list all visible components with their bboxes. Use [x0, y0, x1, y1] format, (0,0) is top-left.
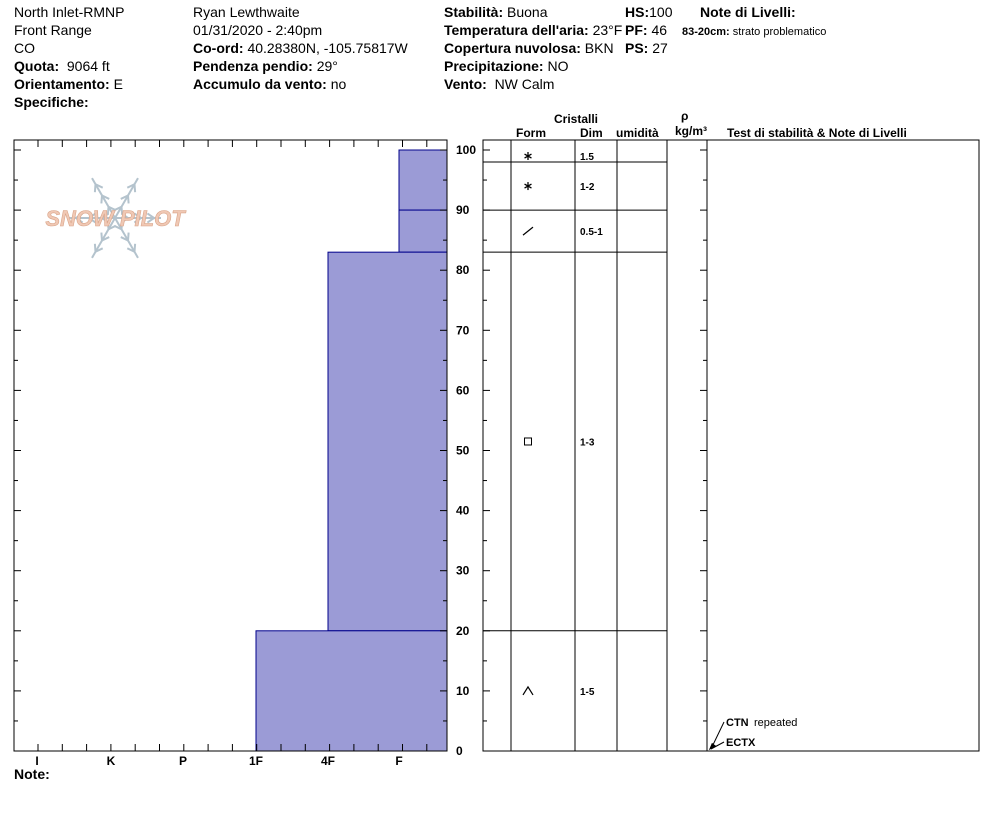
location: North Inlet-RMNP: [14, 4, 125, 20]
test-arrow-icon: [709, 743, 716, 750]
crystals-header: Cristalli: [554, 112, 599, 126]
y-tick-label: 20: [456, 623, 470, 638]
y-axis-labels: [456, 143, 476, 758]
layer-note-depth: 83-20cm:: [682, 26, 730, 38]
y-tick-label: 90: [456, 203, 470, 218]
ps-label: PS:: [625, 40, 649, 56]
wind-value: NW Calm: [494, 76, 555, 92]
y-tick-label: 30: [456, 563, 470, 578]
logo-text: SNOW PILOT: [45, 206, 185, 231]
y-tick-label: 40: [456, 503, 470, 518]
elevation-label: Quota:: [14, 58, 60, 74]
slope-label: Pendenza pendio:: [193, 58, 313, 74]
coord-label: Co-ord:: [193, 40, 244, 56]
air-temp-label: Temperatura dell'aria:: [444, 22, 589, 38]
snowflake-branch: [101, 195, 102, 203]
observer: Ryan Lewthwaite: [193, 4, 300, 20]
chart-frames: [14, 140, 979, 751]
caret-shape: [523, 687, 533, 695]
y-tick-label: 0: [456, 744, 463, 758]
test-code: CTN: [726, 717, 749, 729]
layer-note-text: strato problematico: [732, 26, 827, 38]
snowflake-branch: [135, 184, 136, 192]
snow-pilot-logo: [45, 178, 186, 258]
crystal-size: 1-3: [580, 437, 595, 449]
precip-label: Precipitazione:: [444, 58, 544, 74]
pf-value: 46: [651, 22, 668, 38]
form-header: Form: [516, 126, 546, 140]
specifics-label: Specifiche:: [14, 94, 89, 110]
hardness-layer-1F: [256, 631, 447, 751]
square-shape: [525, 438, 532, 445]
hardness-layer-F: [399, 150, 447, 210]
y-tick-label: 100: [456, 143, 477, 157]
hardness-label-F: F: [395, 754, 403, 768]
slope-value: 29°: [316, 58, 338, 74]
snowflake-branch: [128, 195, 129, 203]
hardness-label-I: I: [35, 754, 39, 768]
layer-table-frame: [483, 140, 979, 751]
hs-value: 100: [649, 4, 673, 20]
precip-value: NO: [547, 58, 569, 74]
crystal-size: 0.5-1: [580, 227, 603, 239]
notes-label: Note:: [14, 766, 50, 782]
coord-value: 40.28380N, -105.75817W: [247, 40, 408, 56]
precip-star-icon: [525, 152, 532, 160]
y-tick-label: 80: [456, 263, 470, 278]
snowflake-branch: [101, 233, 102, 241]
test-note: repeated: [754, 717, 798, 729]
hardness-label-1F: 1F: [248, 754, 264, 768]
tests-header: Test di stabilità & Note di Livelli: [727, 126, 907, 140]
snowflake-branch: [95, 184, 96, 192]
snowflake-branch: [95, 244, 96, 252]
range: Front Range: [14, 22, 92, 38]
sky-label: Copertura nuvolosa:: [444, 40, 581, 56]
ps-value: 27: [652, 40, 668, 56]
wind-loading-label: Accumulo da vento:: [193, 76, 327, 92]
precip-star-icon: [525, 182, 532, 190]
slash-stroke: [523, 227, 533, 235]
datetime: 01/31/2020 - 2:40pm: [193, 22, 323, 38]
hardness-label-4F: 4F: [320, 754, 336, 768]
crystal-size: 1-2: [580, 182, 595, 194]
state: CO: [14, 40, 35, 56]
depth-hoar-caret-icon: [523, 687, 533, 695]
hardness-label-K: K: [106, 754, 116, 768]
sky-value: BKN: [584, 40, 614, 56]
dim-header: Dim: [580, 126, 603, 140]
rho-header: ρ: [681, 109, 689, 123]
hardness-layer-4F: [328, 252, 447, 631]
pf-label: PF:: [625, 22, 648, 38]
y-tick-label: 70: [456, 323, 470, 338]
crystal-size: 1-5: [580, 686, 595, 698]
hardness-label-P: P: [178, 754, 188, 768]
snowflake-branch: [128, 233, 129, 241]
hardness-layer-F: [399, 210, 447, 252]
aspect-label: Orientamento:: [14, 76, 110, 92]
faceted-square-icon: [525, 438, 532, 445]
hardness-layers: [256, 150, 447, 751]
humidity-header: umidità: [616, 126, 659, 140]
wind-label: Vento:: [444, 76, 487, 92]
hs-label: HS:: [625, 4, 650, 20]
wind-loading-value: no: [330, 76, 347, 92]
elevation-value: 9064 ft: [66, 58, 110, 74]
stability-label: Stabilità:: [444, 4, 504, 20]
y-tick-label: 50: [456, 443, 470, 458]
test-code: ECTX: [726, 737, 756, 749]
decomposing-slash-icon: [523, 227, 533, 235]
y-tick-label: 60: [456, 383, 470, 398]
stability-tests: [709, 717, 797, 750]
aspect-value: E: [113, 76, 123, 92]
crystal-size: 1.5: [580, 152, 594, 164]
stability-value: Buona: [507, 4, 548, 20]
snowflake-branch: [135, 244, 136, 252]
layer-notes-label: Note di Livelli:: [700, 4, 796, 20]
y-tick-label: 10: [456, 683, 470, 698]
hardness-axis-labels: [35, 754, 402, 768]
density-unit-header: kg/m³: [675, 124, 708, 138]
air-temp-value: 23°F: [592, 22, 623, 38]
